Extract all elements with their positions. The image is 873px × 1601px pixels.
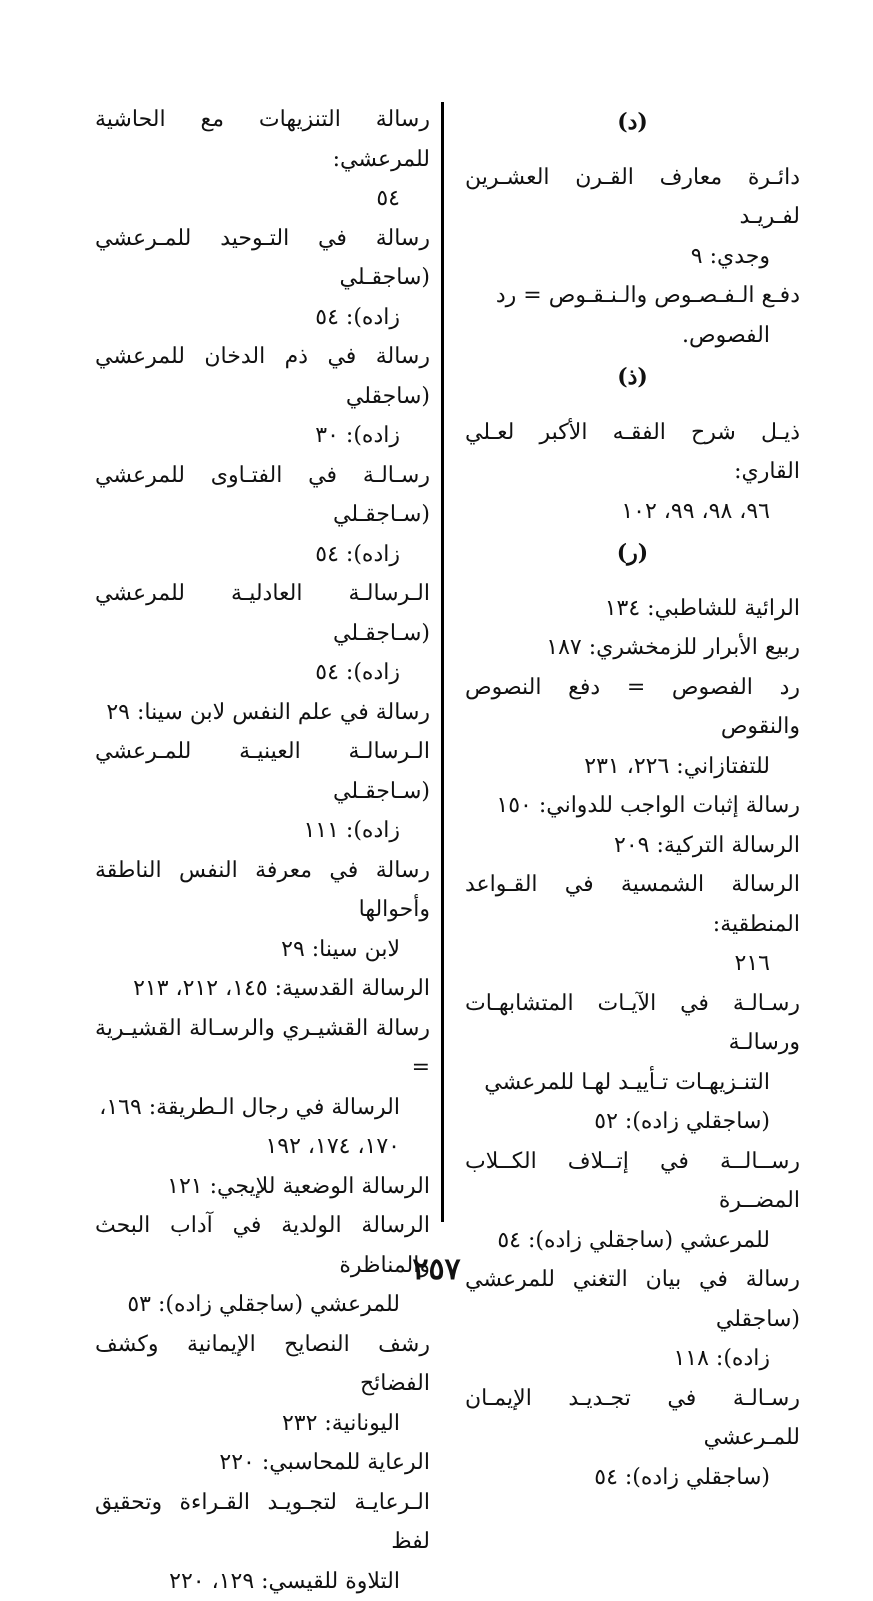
entry-title-line: الرعاية للمحاسبي: ٢٢٠: [95, 1443, 430, 1483]
entry-title-line: رسالة في التـوحيد للمـرعشي (ساجقـلي: [95, 219, 430, 298]
index-entry: [95, 1483, 430, 1601]
entry-title-line: الرسالة التركية: ٢٠٩: [465, 826, 800, 866]
entry-continuation-line: زاده): ٥٤: [95, 535, 430, 575]
entry-title-line: الرائية للشاطبي: ١٣٤: [465, 589, 800, 629]
entry-continuation-line: التلاوة للقيسي: ١٢٩، ٢٢٠: [95, 1562, 430, 1601]
entry-continuation-line: زاده): ١١٨: [465, 1339, 800, 1379]
entry-continuation-line: الرسالة في رجال الـطريقة: ١٦٩،: [95, 1088, 430, 1128]
entry-title-line: الرسالة الولدية في آداب البحث والمناظرة: [95, 1206, 430, 1285]
entry-continuation-line: زاده): ٥٤: [95, 653, 430, 693]
index-column-right: [465, 100, 800, 1497]
section-letter-heading: (ذ): [465, 358, 800, 398]
entry-continuation-line: وجدي: ٩: [465, 237, 800, 277]
index-entry: [465, 276, 800, 355]
entry-continuation-line: التنـزيهـات تـأييـد لهـا للمرعشي: [465, 1063, 800, 1103]
page-number: ٢٥٧: [0, 1252, 873, 1287]
entry-title-line: رسالة في بيان التغني للمرعشي (ساجقلي: [465, 1260, 800, 1339]
entry-title-line: الرسالة القدسية: ١٤٥، ٢١٢، ٢١٣: [95, 969, 430, 1009]
index-entry: [465, 158, 800, 277]
entry-title-line: رســالــة في إتــلاف الكــلاب المضــرة: [465, 1142, 800, 1221]
section-letter-heading: (د): [465, 103, 800, 143]
index-column-left: [95, 100, 430, 1601]
column-divider: [441, 102, 444, 1222]
entry-title-line: رسـالـة في الآيـات المتشابهـات ورسالـة: [465, 984, 800, 1063]
entry-title-line: رسالة في معرفة النفس الناطقة وأحوالها: [95, 851, 430, 930]
entry-continuation-line: زاده): ١١١: [95, 811, 430, 851]
entry-continuation-line: لابن سينا: ٢٩: [95, 930, 430, 970]
entry-title-line: رسـالـة في الفتـاوى للمرعشي (سـاجقـلي: [95, 456, 430, 535]
entry-continuation-line: زاده): ٣٠: [95, 416, 430, 456]
entry-continuation-line: ٢١٦: [465, 944, 800, 984]
entry-title-line: رشف النصايح الإيمانية وكشف الفضائح: [95, 1325, 430, 1404]
index-entry: [465, 865, 800, 984]
entry-continuation-line: الفصوص.: [465, 316, 800, 356]
index-entry: [95, 574, 430, 693]
entry-title-line: رسالة إثبات الواجب للدواني: ١٥٠: [465, 786, 800, 826]
index-entry: [95, 693, 430, 733]
entry-title-line: الرسالة الوضعية للإيجي: ١٢١: [95, 1167, 430, 1207]
entry-title-line: الـرسالـة العينيـة للمـرعشي (سـاجقـلي: [95, 732, 430, 811]
entry-continuation-line: للمرعشي (ساجقلي زاده): ٥٣: [95, 1285, 430, 1325]
entry-title-line: رسالة في ذم الدخان للمرعشي (ساجقلي: [95, 337, 430, 416]
entry-title-line: رد الفصوص = دفع النصوص والنقوص: [465, 668, 800, 747]
entry-title-line: رسـالـة في تجـديـد الإيمـان للمـرعشي: [465, 1379, 800, 1458]
entry-title-line: دائـرة معارف القـرن العشـرين لفـريـد: [465, 158, 800, 237]
entry-title-line: ربيع الأبرار للزمخشري: ١٨٧: [465, 628, 800, 668]
index-entry: [465, 826, 800, 866]
index-entry: [95, 219, 430, 338]
index-entry: [95, 969, 430, 1009]
index-entry: [95, 337, 430, 456]
entry-title-line: الـرسالـة العادليـة للمرعشي (سـاجقـلي: [95, 574, 430, 653]
index-entry: [465, 628, 800, 668]
entry-title-line: رسالة القشيـري والرسـالة القشيـرية =: [95, 1009, 430, 1088]
index-entry: [465, 1142, 800, 1261]
entry-title-line: رسالة في علم النفس لابن سينا: ٢٩: [95, 693, 430, 733]
index-entry: [465, 413, 800, 532]
index-entry: [95, 456, 430, 575]
index-entry: [95, 1443, 430, 1483]
index-entry: [465, 1379, 800, 1498]
entry-continuation-line: اليونانية: ٢٣٢: [95, 1404, 430, 1444]
entry-continuation-line: ٩٦، ٩٨، ٩٩، ١٠٢: [465, 492, 800, 532]
entry-continuation-line: للتفتازاني: ٢٢٦، ٢٣١: [465, 747, 800, 787]
entry-title-line: دفـع الـفـصـوص والـنـقـوص = رد: [465, 276, 800, 316]
index-entry: [95, 732, 430, 851]
index-entry: [465, 668, 800, 787]
entry-continuation-line: ١٧٠، ١٧٤، ١٩٢: [95, 1127, 430, 1167]
entry-continuation-line: (ساجقلي زاده): ٥٢: [465, 1102, 800, 1142]
entry-continuation-line: للمرعشي (ساجقلي زاده): ٥٤: [465, 1221, 800, 1261]
section-letter-heading: (ر): [465, 534, 800, 574]
index-entry: [465, 984, 800, 1142]
index-entry: [465, 589, 800, 629]
index-entry: [95, 1167, 430, 1207]
index-entry: [95, 100, 430, 219]
index-entry: [95, 851, 430, 970]
entry-title-line: رسالة التنزيهات مع الحاشية للمرعشي:: [95, 100, 430, 179]
entry-continuation-line: ٥٤: [95, 179, 430, 219]
entry-title-line: الـرعايـة لتجـويـد القـراءة وتحقيق لفظ: [95, 1483, 430, 1562]
index-entry: [95, 1325, 430, 1444]
entry-continuation-line: (ساجقلي زاده): ٥٤: [465, 1458, 800, 1498]
entry-continuation-line: زاده): ٥٤: [95, 298, 430, 338]
index-entry: [95, 1009, 430, 1167]
entry-title-line: الرسالة الشمسية في القـواعد المنطقية:: [465, 865, 800, 944]
entry-title-line: ذيـل شرح الفقـه الأكبر لعـلي القاري:: [465, 413, 800, 492]
index-entry: [465, 786, 800, 826]
